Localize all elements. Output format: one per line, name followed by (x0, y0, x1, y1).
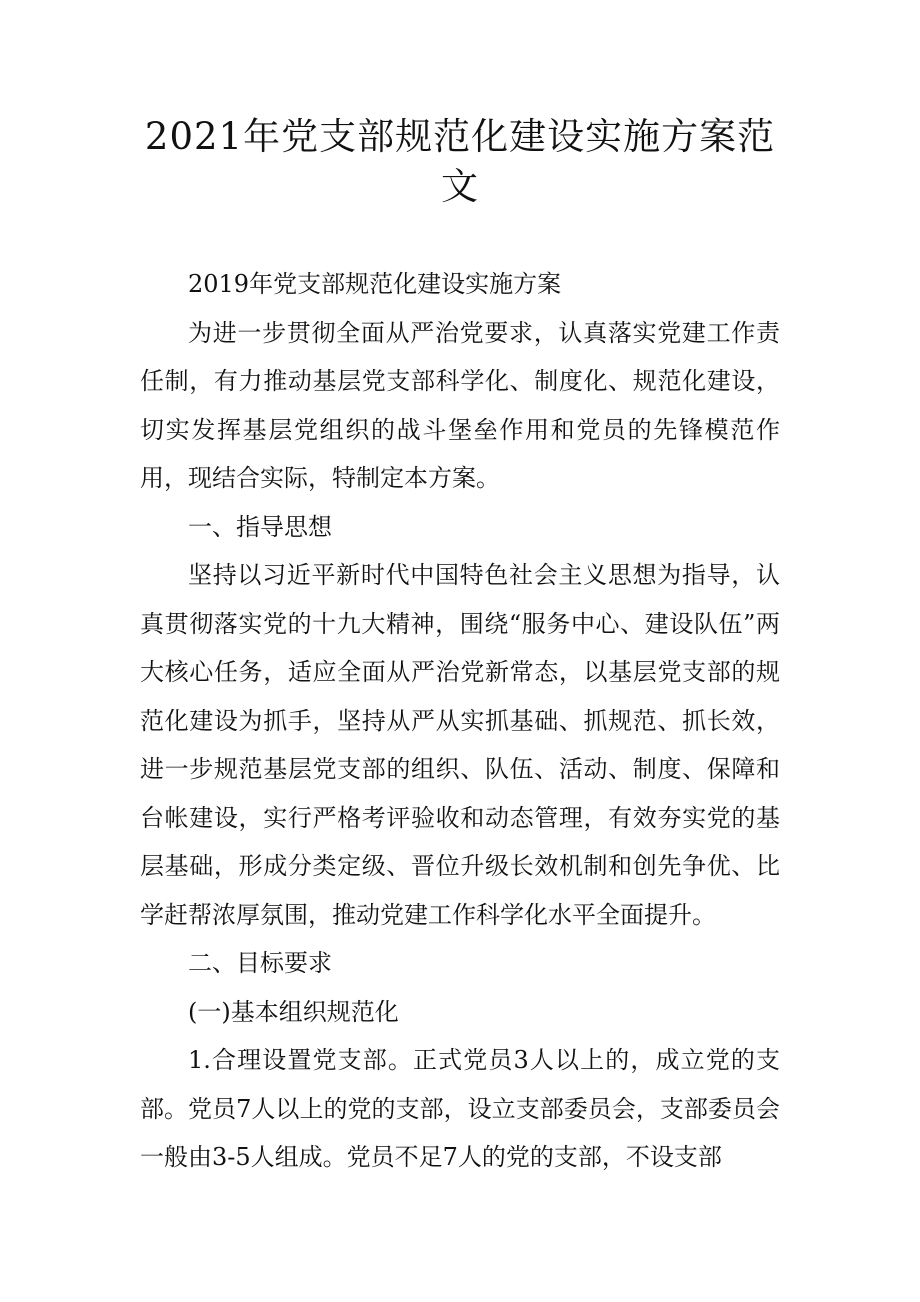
guiding-ideology-paragraph: 坚持以习近平新时代中国特色社会主义思想为指导，认真贯彻落实党的十九大精神，围绕“服务中心、建设队伍”两大核心任务，适应全面从严治党新常态，以基层党支部的规范化建设为抓手，坚持从严从实抓基础、抓规范、抓长效，进一步规范基层党支部的组织、队伍、活动、制度、保障和台帐建设，实行严格考评验收和动态管理，有效夯实党的基层基础，形成分类定级、晋位升级长效机制和创先争优、比学赶帮浓厚氛围，推动党建工作科学化水平全面提升。 (140, 561, 780, 929)
section-heading-guiding-ideology: 一、指导思想 (188, 512, 332, 541)
document-body (140, 260, 780, 1182)
section-heading-goals: 二、目标要求 (188, 949, 332, 977)
subsection-heading-basic-organization: (一)基本组织规范化 (188, 997, 399, 1026)
document-title: 2021年党支部规范化建设实施方案范文 (144, 115, 776, 208)
subtitle-paragraph: 2019年党支部规范化建设实施方案 (188, 270, 562, 298)
item-paragraph-branch-setup: 1.合理设置党支部。正式党员3人以上的，成立党的支部。党员7人以上的党的支部，设立支部委员会，支部委员会一般由3-5人组成。党员不足7人的党的支部，不设支部 (140, 1046, 780, 1171)
intro-paragraph: 为进一步贯彻全面从严治党要求，认真落实党建工作责任制，有力推动基层党支部科学化、制度化、规范化建设，切实发挥基层党组织的战斗堡垒作用和党员的先锋模范作用，现结合实际，特制定本方案。 (140, 318, 780, 492)
